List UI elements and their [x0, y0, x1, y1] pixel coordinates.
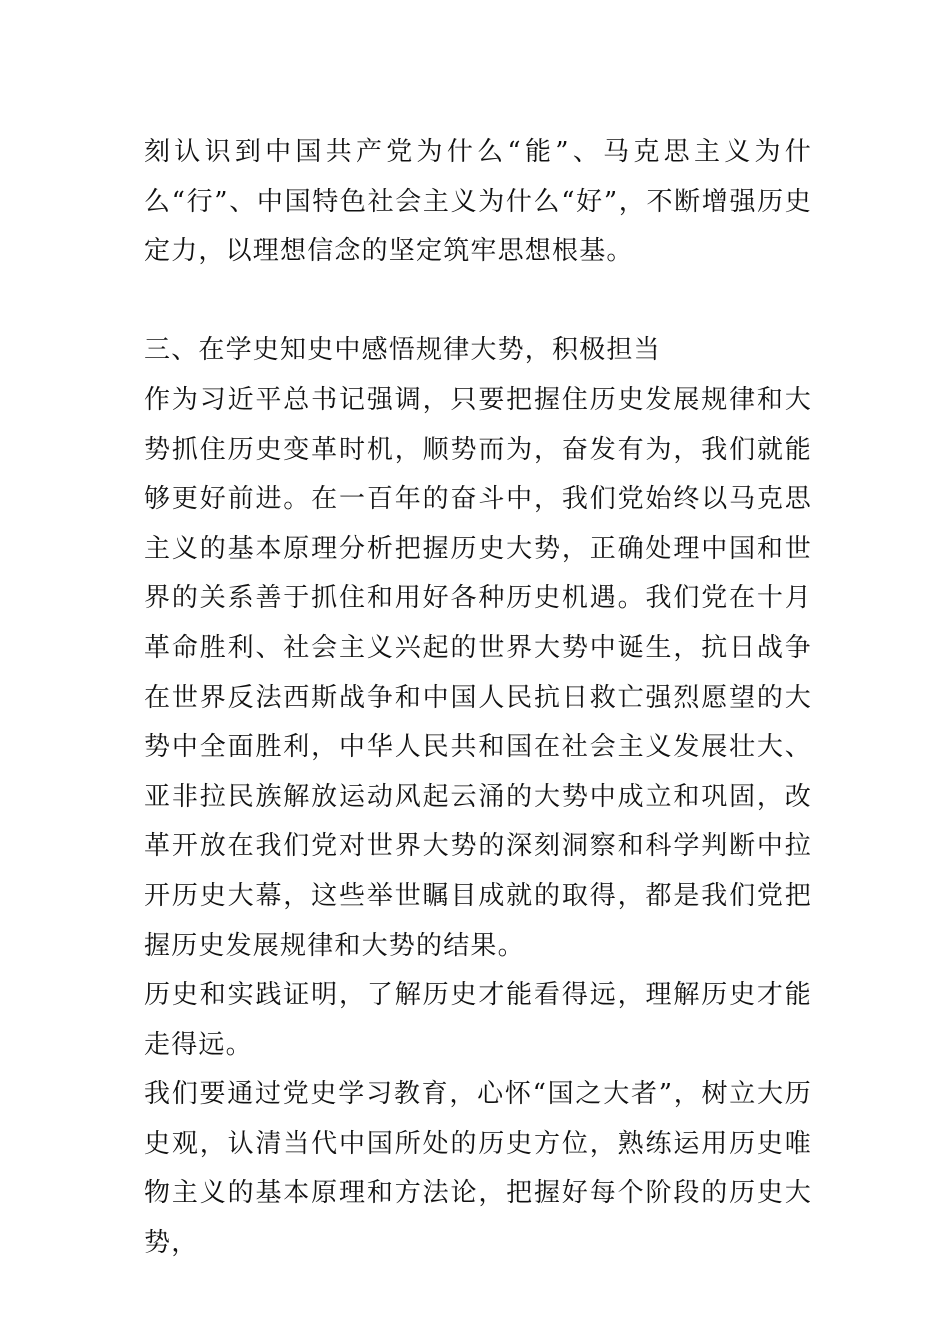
section-heading: 三、在学史知史中感悟规律大势，积极担当: [144, 335, 661, 366]
paragraph-3: 我们要通过党史学习教育，心怀“国之大者”，树立大历史观，认清当代中国所处的历史方位，熟练运用历史唯物主义的基本原理和方法论，把握好每个阶段的历史大势，: [144, 1079, 812, 1259]
paragraph-intro: 刻认识到中国共产党为什么“能”、马克思主义为什么“行”、中国特色社会主义为什么“好”，不断增强历史定力，以理想信念的坚定筑牢思想根基。: [144, 137, 812, 267]
paragraph-spacer: [144, 277, 812, 327]
paragraph-1: 作为习近平总书记强调，只要把握住历史发展规律和大势抓住历史变革时机，顺势而为，奋发有为，我们就能够更好前进。在一百年的奋斗中，我们党始终以马克思主义的基本原理分析把握历史大势，正确处理中国和世界的关系善于抓住和用好各种历史机遇。我们党在十月革命胜利、社会主义兴起的世界大势中诞生，抗日战争在世界反法西斯战争和中国人民抗日救亡强烈愿望的大势中全面胜利，中华人民共和国在社会主义发展壮大、亚非拉民族解放运动风起云涌的大势中成立和巩固，改革开放在我们党对世界大势的深刻洞察和科学判断中拉开历史大幕，这些举世瞩目成就的取得，都是我们党把握历史发展规律和大势的结果。: [144, 384, 812, 961]
paragraph-2: 历史和实践证明，了解历史才能看得远，理解历史才能走得远。: [144, 980, 812, 1060]
document-body: [144, 128, 812, 1269]
